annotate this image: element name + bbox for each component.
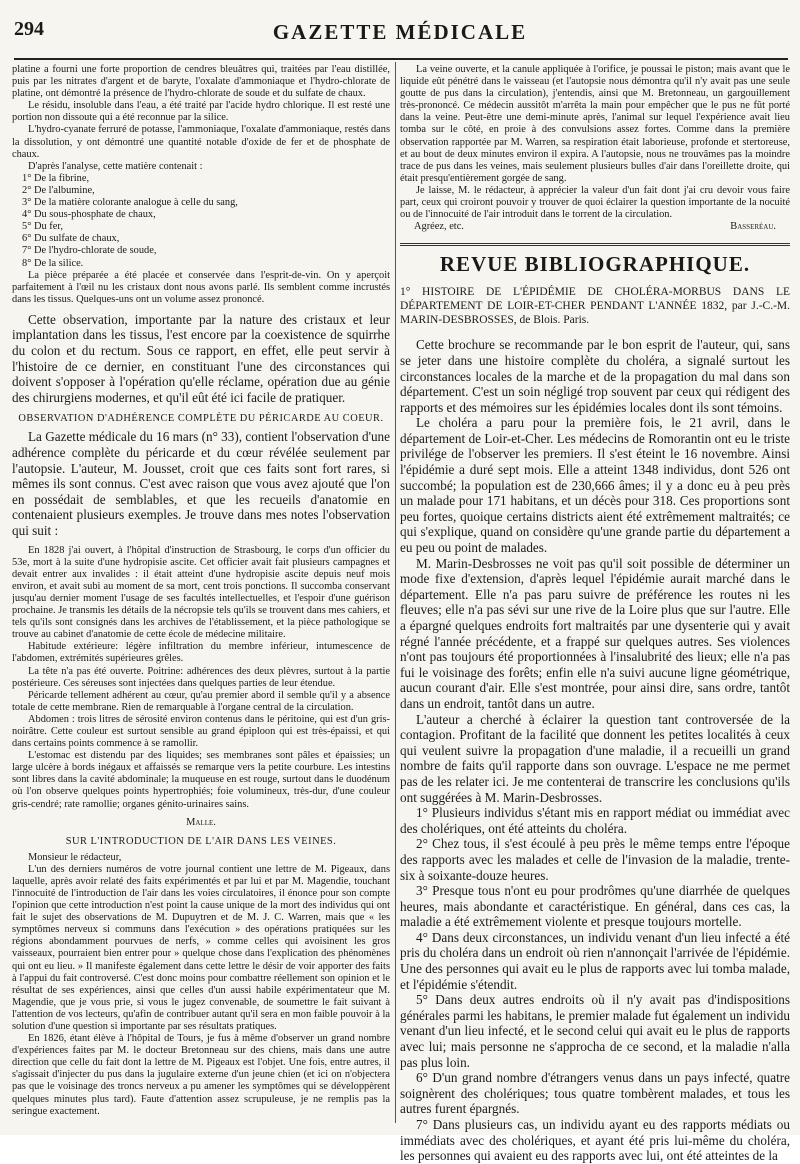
right-column — [400, 64, 790, 1164]
paragraph: Je laisse, M. le rédacteur, à apprécier la valeur d'un fait dont j'ai cru devoir vous faire part, ceux qui croiront pouvoir y trouver de quoi éclairer la question importante de la nocuité ou de l'innocuité de l'air introduit dans le torrent de la circulation. — [400, 184, 790, 221]
paragraph: La Gazette médicale du 16 mars (n° 33), contient l'observation d'une adhérence complète du péricarde et du cœur révélée seulement par l'autopsie. L'auteur, M. Jousset, croit que ces faits sont fort rares, si mêmes ils sont connus. C'est avec raison que vous avez ajouté que l'on en possédait de semblables, et que les recueils d'anatomie en contenaient plusieurs exemples. Je trouve dans mes notes l'observation qui suit : — [12, 429, 390, 538]
paragraph: En 1826, étant élève à l'hôpital de Tours, je fus à même d'observer un grand nombre d'expériences faites par M. le docteur Bretonneau sur des chiens, mais dans une autre direction que celle du fait dont la lettre de M. Pigeaux est l'objet. Une fois, entre autres, il s'agissait d'injecter du pus dans la jugulaire externe d'un jeune chien (et ici on n'objectera pas que le voisinage des troncs nerveux a pu amener les symptômes qui se développèrent quelques minutes plus tard). Faute d'attention assez scrupuleuse, je ne remplis pas la seringue exactement. — [12, 1033, 390, 1117]
paragraph: L'estomac est distendu par des liquides; ses membranes sont pâles et épaissies; un large ulcère à bords inégaux et affaissés se remarque vers la petite courbure. Les intestins sont libres dans la cavité abdominale; la muqueuse en est rouge, surtout dans le duodénum où l'on observe quelques points hypertrophiés; foie volumineux, très-dur, d'une couleur gris-cendré; rate ramollie; organes génito-urinaires sains. — [12, 750, 390, 810]
conclusion-item: 3° Presque tous n'ont eu pour prodrômes qu'une diarrhée de quelques heures, mais abondante et caractéristique. En général, dans ces cas, la maladie a été extrêmement violente et presque toujours mortelle. — [400, 883, 790, 930]
section-title: REVUE BIBLIOGRAPHIQUE. — [439, 252, 751, 277]
conclusion-item: 4° Dans deux circonstances, un individu venant d'un lieu infecté a été pris du choléra dans un endroit où rien n'annonçait l'arrivée de l'épidémie. Une des personnes qui avait eu le plus de rapports avec lui tomba malade, et l'épidémie s'étendit. — [400, 929, 790, 992]
list-item: 8° De la silice. — [22, 257, 84, 269]
paragraph: Péricarde tellement adhérent au cœur, qu'au premier abord il semble qu'il y a absence totale de cette membrane. Rien de remarquable à l'organe central de la circulation. — [12, 689, 390, 713]
paragraph: M. Marin-Desbrosses ne voit pas qu'il soit possible de déterminer un mode fixe d'extension, d'après lequel l'épidémie aurait marché dans le département. Elle n'a pas paru suivre de préférence les routes ni les fleuves; elle n'a pas sévi sur une rive de la Loire plus que sur l'autre. Elle a épargné quelques endroits fort maltraités par une dysenterie qui y avait régné l'année précédente, et a frappé sur quelques autres. Ses violences n'ont pas toujours été proportionnées à l'insalubrité des lieux; elle n'a pas fui le voisinage des forêts; enfin elle n'a suivi aucune ligne géométrique, aucun courant d'air. Elle s'est montrée, pour ainsi dire, sans ordre, tantôt dans un endroit, tantôt dans un autre. — [400, 555, 790, 711]
paragraph: Cette brochure se recommande par le bon esprit de l'auteur, qui, sans se jeter dans une histoire complète du choléra, a signalé surtout les circonstances locales de la marche et de la propagation du mal dans son département. C'est un soin négligé trop souvent par ceux qui rédigent des rapports et des mémoires sur les épidémies locales dont ils sont témoins. — [400, 337, 790, 415]
section-heading: SUR L'INTRODUCTION DE L'AIR DANS LES VEINES. — [65, 835, 337, 847]
conclusion-item: 1° Plusieurs individus s'étant mis en rapport médiat ou immédiat avec des cholériques, ont été atteints du choléra. — [400, 805, 790, 836]
list-item: 7° De l'hydro-chlorate de soude, — [22, 245, 157, 257]
closing-text: Agréez, etc. — [414, 221, 464, 233]
left-column — [12, 64, 390, 1118]
paragraph: platine a fourni une forte proportion de cendres bleuâtres qui, traitées par l'eau distillée, puis par les nitrates d'argent et de baryte, l'oxalate d'ammoniaque et l'hydro-chlorate de platine, ont démontré la présence de l'hydro-chlorate de soude et du sulfate de chaux. — [12, 64, 390, 100]
conclusion-item: 7° Dans plusieurs cas, un individu ayant eu des rapports médiats ou immédiats avec des cholériques, et ayant été pris lui-même du choléra, les personnes qui avaient eu des rapports avec lui, ont été atteintes de la — [400, 1117, 790, 1164]
conclusion-item: 5° Dans deux autres endroits où il n'y avait pas d'indispositions générales parmi les habitans, le premier malade fut également un individu venant d'un lieu infecté, et le second celui qui avait eu le plus de rapports avec lui; mais personne ne s'approcha de ce second, et la maladie n'alla pas plus loin. — [400, 992, 790, 1070]
list-item: 4° Du sous-phosphate de chaux, — [22, 209, 156, 221]
composition-list — [12, 173, 390, 270]
list-item: 5° Du fer, — [22, 221, 63, 233]
paragraph: La veine ouverte, et la canule appliquée à l'orifice, je poussai le piston; mais avant que le liquide eût pénétré dans le vaisseau (et l'autopsie nous démontra qu'il n'y avait pas une seule goutte de pus dans la circulation), j'entendis, ainsi que M. Bretonneau, un gargouillement très-prononcé. Ce médecin aussitôt m'arrêta la main pour empêcher que le pus ne fût porté dans la veine. Peut-être une demi-minute après, l'animal sur lequel l'expérience avait lieu tomba sur le côté, en proie à des convulsions assez fortes. Comme dans la première observation rapportée par M. Warren, sa respiration était laborieuse, profonde et stertoreuse, et au bout de deux minutes environ il expira. A l'autopsie, nous ne trouvâmes pas la moindre trace de pus dans les veines, mais seulement plusieurs bulles d'air dans l'oreillette droite, qui était presqu'entièrement gorgée de sang. — [400, 64, 790, 184]
list-item: 3° De la matière colorante analogue à celle du sang, — [22, 197, 238, 209]
signature: Basseréau. — [730, 221, 776, 233]
section-heading: OBSERVATION D'ADHÉRENCE COMPLÈTE DU PÉRICARDE AU COEUR. — [18, 413, 384, 425]
conclusion-item: 6° D'un grand nombre d'étrangers venus dans un pays infecté, quatre soignèrent des cholériques; tous quatre tombèrent malades, et tous les autres furent épargnés. — [400, 1070, 790, 1117]
paragraph: Habitude extérieure: légère infiltration du membre inférieur, intumescence de l'abdomen, extrémités supérieures grêles. — [12, 641, 390, 665]
paragraph: L'auteur a cherché à éclairer la question tant controversée de la contagion. Profitant de la facilité que donnent les petites localités à ceux qui veulent suivre la propagation d'une maladie, il a recueilli un grand nombre de faits qu'il rapporte dans son ouvrage. L'espace ne me permet pas de les relater ici. Je me contenterai de transcrire les conclusions qu'ils ont suggérées à M. Marin-Desbrosses. — [400, 711, 790, 805]
signature: Malle. — [186, 816, 216, 828]
list-item: 6° Du sulfate de chaux, — [22, 233, 120, 245]
list-item: 1° De la fibrine, — [22, 172, 90, 184]
paragraph: En 1828 j'ai ouvert, à l'hôpital d'instruction de Strasbourg, le corps d'un officier du 53e, mort à la suite d'une hydropisie ascite. Cet officier avait fait plusieurs campagnes et devait entrer aux invalides : il était atteint d'une hydropisie ascite depuis neuf mois environ, et avait subi au moment de sa mort, cent trois ponctions. Il succomba conservant jusqu'au dernier moment l'usage de ses facultés intellectuelles, et l'espoir d'une guérison prochaine. Je transmis les détails de la nécropsie tels qu'ils se trouvent dans mes cahiers, et tels qu'ils sont consignés dans les archives de l'établissement, et la pièce pathologique se trouve au cabinet d'anatomie de cette école de médecine militaire. — [12, 544, 390, 641]
paragraph: L'un des derniers numéros de votre journal contient une lettre de M. Pigeaux, dans laquelle, après avoir relaté des faits expérimentés et par lui et par M. Magendie, touchant l'innocuité de l'introduction de l'air dans les voies circulatoires, il énonce pour son compte l'opinion que cette introduction n'est point la cause unique de la mort des individus qui ont fait le sujet des observations de M. Dupuytren et de M. J. C. Warren, mais que « les symptômes nerveux si communs dans l'exécution » des opérations pratiquées sur les régions abondamment pourvues de nerfs, » comme celles qui avoisinent les gros vaisseaux, pourraient bien entrer pour » quelque chose dans l'explication des phénomènes qui ont eu lieu. » Il manifeste également dans cette lettre le désir de voir apporter des faits à l'appui du fait controversé. C'est donc moins pour combattre réellement son opinion et le résultat de ses expériences, ainsi que celles d'un aussi habile expérimentateur que M. Magendie, que je vous prie, si vous le jugez convenable, de soumettre le fait suivant à l'attention de vos lecteurs, qu'afin de contribuer autant qu'il sera en mon faible pouvoir à la solution d'une question si importante par ses résultats pratiques. — [12, 863, 390, 1032]
journal-title: GAZETTE MÉDICALE — [272, 20, 528, 44]
list-item: 2° De l'albumine, — [22, 184, 95, 196]
paragraph: Cette observation, importante par la nature des cristaux et leur implantation dans les tissus, l'est encore par la coexistence de squirrhe du colon et du rectum. Sous ce rapport, en effet, elle peut servir à l'histoire de ce dernier, en constituant l'une des circonstances qui doivent s'opposer à l'opération qu'elle réclame, opération due au génie des chirurgiens modernes, et qu'il eût été ici facile de pratiquer. — [12, 311, 390, 405]
paragraph: La tête n'a pas été ouverte. Poitrine: adhérences des deux plèvres, surtout à la partie postérieure. Ces séreuses sont injectées dans quelques parties de leur étendue. — [12, 665, 390, 689]
column-divider — [395, 62, 396, 1123]
section-rule — [400, 243, 790, 246]
paragraph: D'après l'analyse, cette matière contenait : — [28, 160, 203, 172]
paragraph: L'hydro-cyanate ferruré de potasse, l'ammoniaque, l'oxalate d'ammoniaque, restés dans la dissolution, y ont démontré une quantité notable d'oxide de fer et de phosphate de chaux. — [12, 124, 390, 160]
letter-closing — [400, 221, 790, 233]
paragraph: Le résidu, insoluble dans l'eau, a été traité par l'acide hydro chlorique. Il est resté une portion non dissoute qui a été reconnue par la silice. — [12, 100, 390, 124]
page-number: 294 — [14, 18, 44, 40]
paragraph: Abdomen : trois litres de sérosité environ contenus dans le péritoine, qui est d'un gris-noirâtre. Cette couleur est surtout sensible au grand épiploon qui est très-épaissi, et qui dans certains points commence à se ramollir. — [12, 713, 390, 750]
conclusion-item: 2° Chez tous, il s'est écoulé à peu près le même temps entre l'époque des rapports avec les malades et celle de l'invasion de la maladie, trente-six à soixante-douze heures. — [400, 836, 790, 883]
review-item-heading: 1° HISTOIRE DE L'ÉPIDÉMIE DE CHOLÉRA-MORBUS DANS LE DÉPARTEMENT DE LOIR-ET-CHER PENDANT L'ANNÉE 1832, par J.-C.-M. MARIN-DESBROSSES, de Blois. Paris. — [400, 286, 790, 327]
paragraph: Le choléra a paru pour la première fois, le 21 avril, dans le département de Loir-et-Cher. Les médecins de Romorantin ont eu le triste privilége de l'observer les premiers. Il s'est éteint le 16 novembre. Ainsi l'épidémie a duré sept mois. Elle a atteint 1348 individus, dont 526 ont succombé; la population est de 230,666 âmes; il y a donc eu à peu près un malade pour 171 habitans, et un décès pour 318. Ces proportions sont peu fortes, quoique certains districts aient été extrêmement maltraités; ce qui s'explique, quand on considère qu'une grande partie du département a eu peu ou point de malades. — [400, 415, 790, 556]
header-rule — [14, 58, 788, 60]
salutation: Monsieur le rédacteur, — [28, 851, 122, 863]
paragraph: La pièce préparée a été placée et conservée dans l'esprit-de-vin. On y aperçoit parfaitement à l'œil nu les cristaux dont nous avons parlé. Ils semblent comme incrustés dans les tissus. Quelques-uns ont un volume assez prononcé. — [12, 269, 390, 305]
